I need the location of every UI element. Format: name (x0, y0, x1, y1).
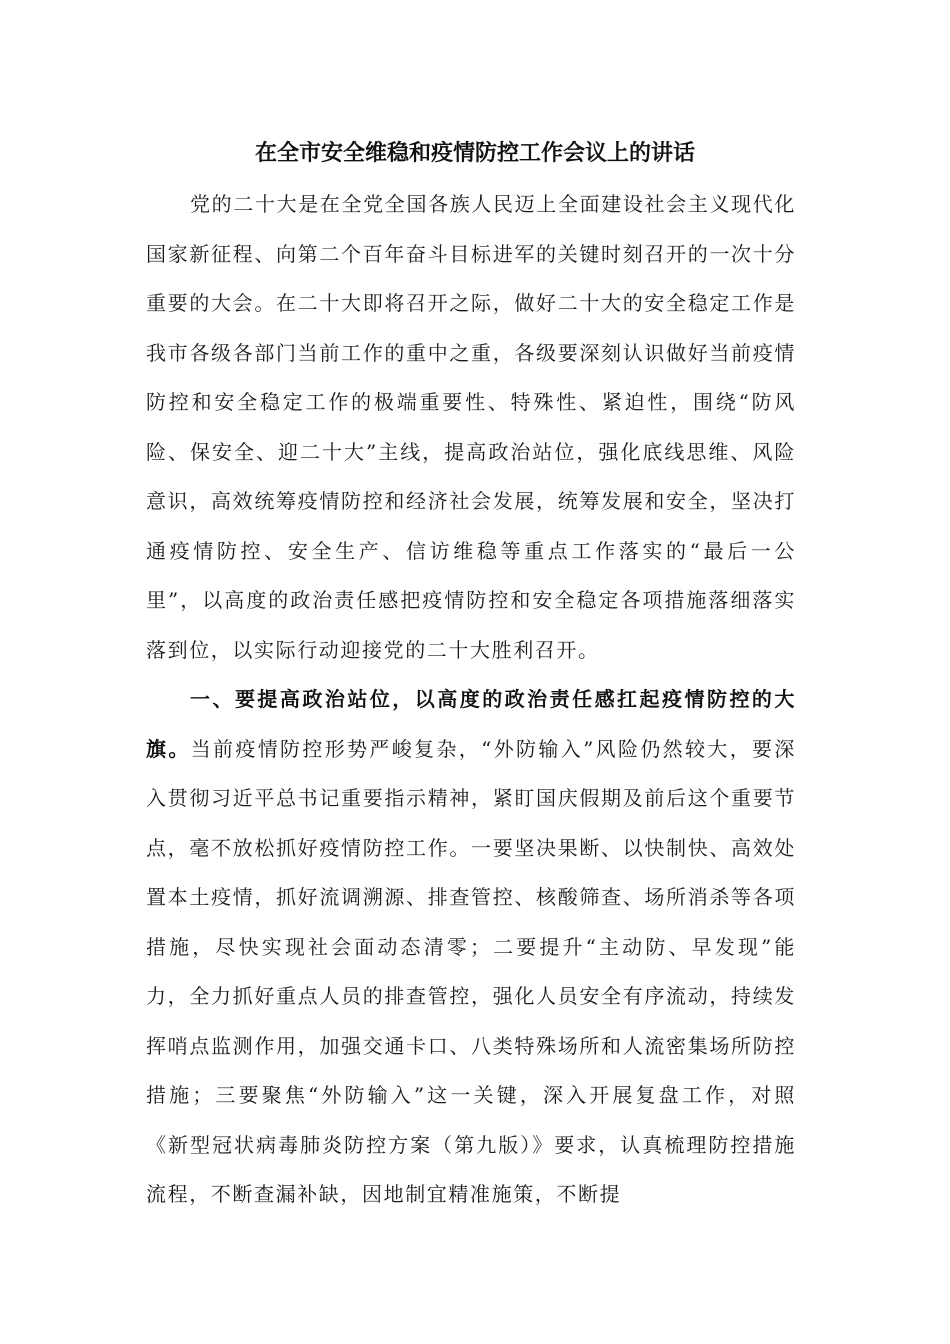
document-body (146, 180, 796, 1220)
paragraph-intro-text: 党的二十大是在全党全国各族人民迈上全面建设社会主义现代化国家新征程、向第二个百年奋斗目标进军的关键时刻召开的一次十分重要的大会。在二十大即将召开之际，做好二十大的安全稳定工作是我市各级各部门当前工作的重中之重，各级要深刻认识做好当前疫情防控和安全稳定工作的极端重要性、特殊性、紧迫性，围绕“防风险、保安全、迎二十大”主线，提高政治站位，强化底线思维、风险意识，高效统筹疫情防控和经济社会发展，统筹发展和安全，坚决打通疫情防控、安全生产、信访维稳等重点工作落实的“最后一公里”，以高度的政治责任感把疫情防控和安全稳定各项措施落细落实落到位，以实际行动迎接党的二十大胜利召开。 (146, 192, 796, 662)
section-one-heading: 一、要提高政治站位，以高度的政治责任感扛起疫情防控的大旗。 (146, 687, 796, 761)
paragraph-section-one (146, 675, 796, 1220)
document-title: 在全市安全维稳和疫情防控工作会议上的讲话 (254, 140, 695, 166)
paragraph-intro (146, 180, 796, 675)
section-one-text: 当前疫情防控形势严峻复杂，“外防输入”风险仍然较大，要深入贯彻习近平总书记重要指示精神，紧盯国庆假期及前后这个重要节点，毫不放松抓好疫情防控工作。一要坚决果断、以快制快、高效处置本土疫情，抓好流调溯源、排查管控、核酸筛查、场所消杀等各项措施，尽快实现社会面动态清零；二要提升“主动防、早发现”能力，全力抓好重点人员的排查管控，强化人员安全有序流动，持续发挥哨点监测作用，加强交通卡口、八类特殊场所和人流密集场所防控措施；三要聚焦“外防输入”这一关键，深入开展复盘工作，对照《新型冠状病毒肺炎防控方案（第九版）》要求，认真梳理防控措施流程，不断查漏补缺，因地制宜精准施策，不断提 (146, 736, 796, 1206)
